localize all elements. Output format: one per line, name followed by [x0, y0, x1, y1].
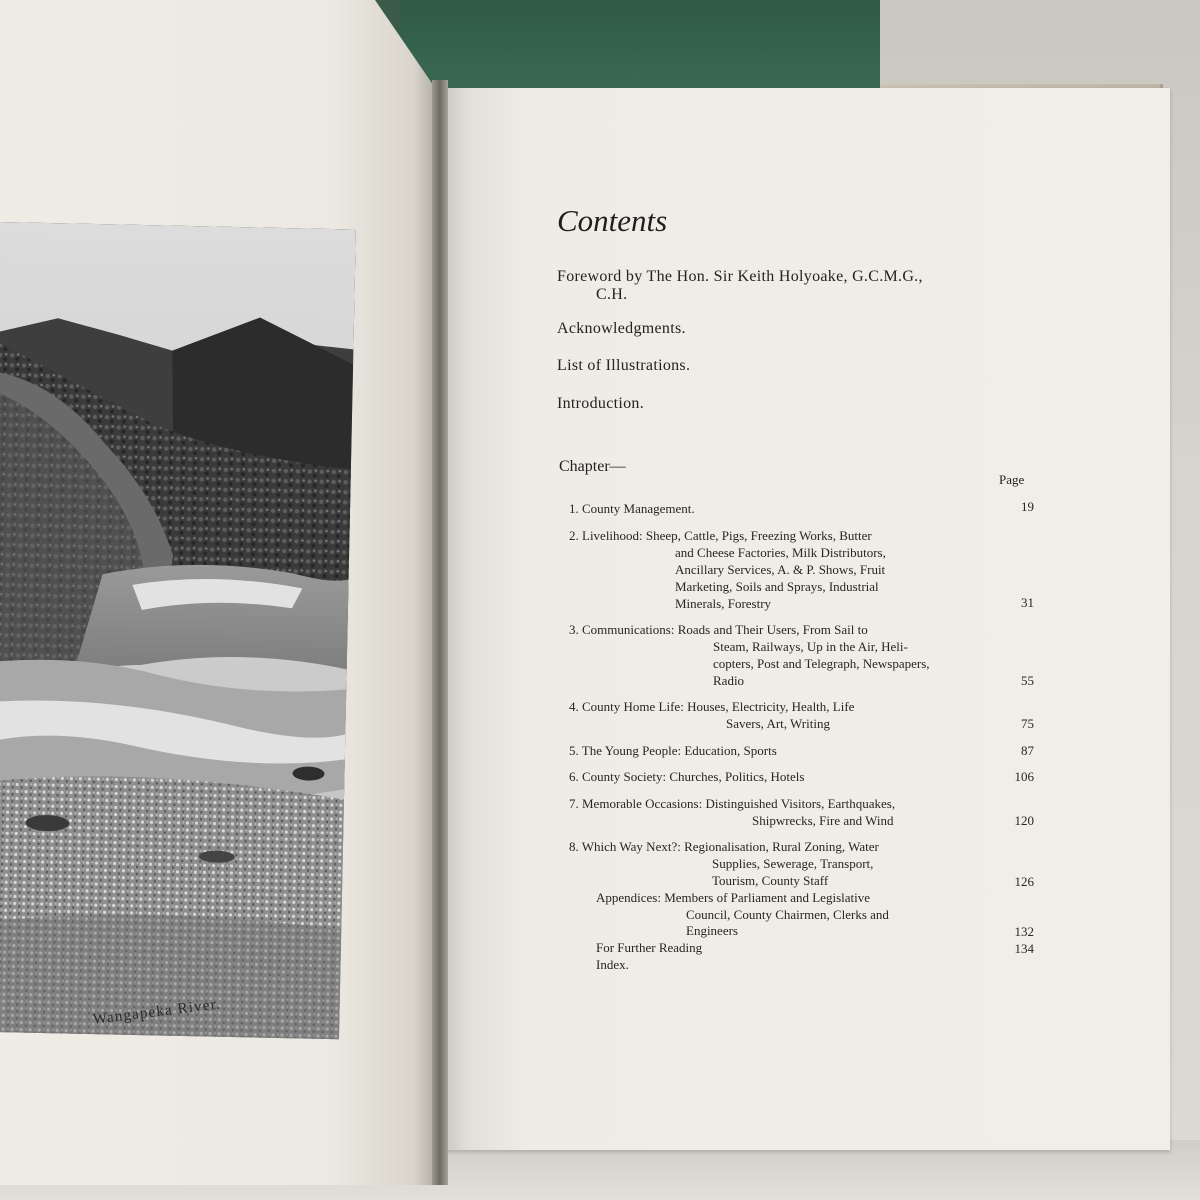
toc-page-6: 106 — [1014, 769, 1034, 784]
toc-entry-appendices-cont: Council, County Chairmen, Clerks and — [686, 907, 889, 922]
toc-page-appendices: 132 — [1014, 924, 1034, 939]
river-photograph — [0, 222, 356, 1039]
toc-entry-4-cont: Savers, Art, Writing — [726, 716, 830, 731]
toc-entry-3-cont: Steam, Railways, Up in the Air, Heli- — [713, 639, 908, 654]
toc-page-4: 75 — [1021, 716, 1034, 731]
book-gutter — [432, 80, 448, 1185]
toc-entry-3: 3. Communications: Roads and Their Users, From Sail to — [569, 622, 868, 637]
toc-entry-2-cont: Minerals, Forestry — [675, 596, 772, 611]
toc-entry-6: 6. County Society: Churches, Politics, Hotels — [569, 769, 805, 784]
toc-entry-8-cont: Tourism, County Staff — [712, 873, 829, 888]
toc-entry-8-cont: Supplies, Sewerage, Transport, — [712, 856, 874, 871]
toc-entry-3-cont: copters, Post and Telegraph, Newspapers, — [713, 656, 930, 671]
toc-entry-index: Index. — [596, 957, 629, 972]
foreword-line: Foreword by The Hon. Sir Keith Holyoake, G.C.M.G., — [557, 268, 923, 285]
toc-page-5: 87 — [1021, 743, 1034, 758]
toc-entry-7-cont: Shipwrecks, Fire and Wind — [752, 813, 894, 828]
photo-caption: Wangapeka River. — [92, 996, 222, 1028]
illustrations-entry: List of Illustrations. — [557, 357, 691, 374]
toc-page-8: 126 — [1014, 874, 1034, 889]
toc-page-1: 19 — [1021, 499, 1034, 514]
contents-title: Contents — [557, 203, 668, 238]
toc-entry-4: 4. County Home Life: Houses, Electricity, Health, Life — [569, 699, 855, 714]
toc-page-2: 31 — [1021, 595, 1034, 610]
introduction-entry: Introduction. — [557, 395, 644, 412]
toc-entry-3-cont: Radio — [713, 673, 745, 688]
right-page — [440, 88, 1170, 1150]
toc-page-3: 55 — [1021, 673, 1034, 688]
toc-entry-1: 1. County Management. — [569, 501, 695, 516]
page-column-label: Page — [999, 472, 1025, 487]
book-cover-top — [400, 0, 880, 100]
toc-entry-2-cont: Marketing, Soils and Sprays, Industrial — [675, 579, 879, 594]
toc-entry-7: 7. Memorable Occasions: Distinguished Visitors, Earthquakes, — [569, 796, 896, 811]
toc-page-further-reading: 134 — [1014, 941, 1034, 956]
toc-page-7: 120 — [1014, 813, 1034, 828]
toc-entry-appendices-cont: Engineers — [686, 923, 738, 938]
toc-entry-further-reading: For Further Reading — [596, 940, 703, 955]
toc-entry-appendices: Appendices: Members of Parliament and Legislative — [596, 890, 871, 905]
toc-entry-2: 2. Livelihood: Sheep, Cattle, Pigs, Freezing Works, Butter — [569, 528, 872, 543]
toc-entry-2-cont: Ancillary Services, A. & P. Shows, Fruit — [675, 562, 886, 577]
chapter-label: Chapter— — [559, 458, 626, 475]
toc-entry-2-cont: and Cheese Factories, Milk Distributors, — [675, 545, 886, 560]
toc-entry-8: 8. Which Way Next?: Regionalisation, Rural Zoning, Water — [569, 839, 879, 854]
toc-entry-5: 5. The Young People: Education, Sports — [569, 743, 777, 758]
foreword-line-cont: C.H. — [596, 286, 628, 303]
acknowledgments-entry: Acknowledgments. — [557, 320, 686, 337]
